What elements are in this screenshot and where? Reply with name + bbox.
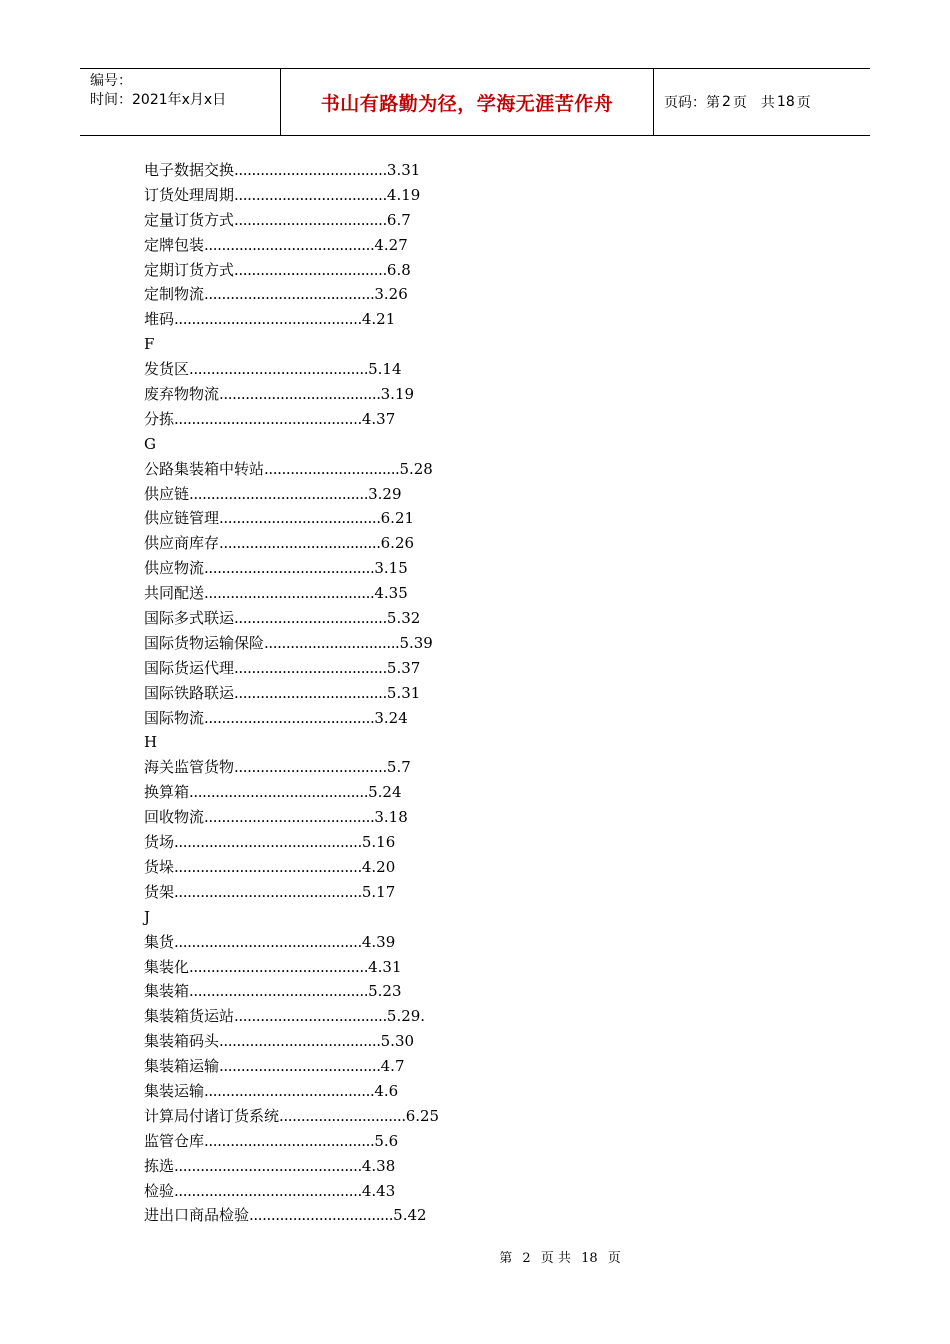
document-time-label: 时间：2021年x月x日 xyxy=(90,92,227,108)
index-ref: 5.29. xyxy=(386,1007,426,1026)
index-entry xyxy=(144,681,439,706)
index-ref: 5.31 xyxy=(386,683,421,702)
index-ref: 4.38 xyxy=(361,1156,396,1175)
index-leader-dots: ....................................... xyxy=(204,559,375,578)
index-term: 堆码 xyxy=(144,310,175,329)
page-label: 页码：第 xyxy=(664,95,720,111)
total-unit: 页 xyxy=(796,95,811,111)
index-leader-dots: ................................... xyxy=(234,210,387,229)
document-number-label: 编号： xyxy=(90,73,132,89)
index-ref: 5.37 xyxy=(386,658,421,677)
index-entry xyxy=(144,1104,439,1129)
index-ref: 6.26 xyxy=(380,534,415,553)
index-term: 集装化 xyxy=(144,957,190,976)
index-entry xyxy=(144,805,439,830)
index-ref: 6.25 xyxy=(405,1106,440,1125)
index-term: 电子数据交换 xyxy=(144,161,235,179)
index-entry xyxy=(144,955,439,980)
index-ref: 6.21 xyxy=(380,509,415,528)
index-entry xyxy=(144,307,439,332)
index-term: 订货处理周期 xyxy=(144,185,235,204)
index-leader-dots: ....................................... xyxy=(204,584,375,603)
header-motto: 书山有路勤为径，学海无涯苦作舟 xyxy=(281,69,654,135)
page-header xyxy=(80,68,870,136)
index-entry xyxy=(144,1054,439,1079)
index-leader-dots: ........................................... xyxy=(174,882,362,901)
index-ref: 6.8 xyxy=(386,260,411,279)
index-ref: 4.7 xyxy=(380,1057,405,1076)
index-leader-dots: ................................... xyxy=(234,683,387,702)
index-letter-heading xyxy=(144,730,439,755)
index-letter-heading xyxy=(144,432,439,457)
index-term: 集装箱 xyxy=(144,982,190,1001)
index-term: 共同配送 xyxy=(144,584,205,603)
index-list xyxy=(144,158,439,1228)
index-leader-dots: ........................................... xyxy=(174,1156,362,1175)
index-leader-dots: ........................................... xyxy=(174,932,362,951)
index-ref: 4.21 xyxy=(361,310,396,329)
index-ref: 4.20 xyxy=(361,857,396,876)
index-term: 国际货运代理 xyxy=(144,658,235,677)
index-ref: 4.39 xyxy=(361,932,396,951)
index-entry xyxy=(144,1029,439,1054)
index-term: 国际物流 xyxy=(144,708,205,727)
index-leader-dots: ................................... xyxy=(234,609,387,628)
index-entry xyxy=(144,457,439,482)
index-ref: 5.39 xyxy=(399,633,433,652)
index-term: 监管仓库 xyxy=(144,1131,205,1150)
index-ref: 5.23 xyxy=(368,982,402,1001)
index-leader-dots: ......................................... xyxy=(189,484,369,503)
index-entry xyxy=(144,183,439,208)
index-leader-dots: ..................................... xyxy=(219,534,381,553)
index-entry xyxy=(144,482,439,507)
header-page-info xyxy=(654,69,870,135)
index-entry xyxy=(144,706,439,731)
index-entry xyxy=(144,258,439,283)
index-term: H xyxy=(144,733,158,752)
total-label: 共 xyxy=(760,95,775,111)
index-leader-dots: ................................... xyxy=(234,758,387,777)
index-entry xyxy=(144,581,439,606)
index-entry xyxy=(144,382,439,407)
index-leader-dots: ..................................... xyxy=(219,509,381,528)
index-term: 计算局付诸订货系统 xyxy=(144,1106,280,1125)
index-leader-dots: ............................. xyxy=(279,1106,406,1125)
footer-prefix: 第 xyxy=(499,1251,513,1266)
index-term: 货架 xyxy=(144,882,175,901)
index-ref: 3.24 xyxy=(374,708,408,727)
index-leader-dots: ................................... xyxy=(234,658,387,677)
index-leader-dots: ........................................... xyxy=(174,1181,362,1200)
index-term: 供应商库存 xyxy=(144,534,220,553)
index-leader-dots: ....................................... xyxy=(204,708,375,727)
index-ref: 5.30 xyxy=(380,1032,415,1051)
index-term: 检验 xyxy=(144,1181,175,1200)
index-ref: 4.37 xyxy=(361,409,396,428)
index-leader-dots: ......................................... xyxy=(189,783,369,802)
index-term: 货垛 xyxy=(144,857,175,876)
footer-mid: 页 共 xyxy=(540,1251,571,1266)
index-entry xyxy=(144,556,439,581)
index-term: 集装箱码头 xyxy=(144,1032,220,1051)
index-term: 拣选 xyxy=(144,1156,175,1175)
index-ref: 5.32 xyxy=(386,609,421,628)
index-entry xyxy=(144,606,439,631)
index-ref: 5.16 xyxy=(361,833,396,852)
index-entry xyxy=(144,880,439,905)
index-leader-dots: ......................................... xyxy=(189,360,369,379)
index-entry xyxy=(144,855,439,880)
index-ref: 5.14 xyxy=(368,360,402,379)
index-term: 集装箱货运站 xyxy=(144,1007,235,1026)
index-leader-dots: ........................................... xyxy=(174,409,362,428)
index-entry xyxy=(144,930,439,955)
index-ref: 4.6 xyxy=(374,1081,399,1100)
index-ref: 5.6 xyxy=(374,1131,399,1150)
index-term: 国际货物运输保险 xyxy=(144,633,265,652)
index-leader-dots: ....................................... xyxy=(204,1131,375,1150)
index-entry xyxy=(144,208,439,233)
index-term: 回收物流 xyxy=(144,808,205,827)
index-leader-dots: ........................................... xyxy=(174,310,362,329)
index-ref: 3.19 xyxy=(380,385,415,404)
index-leader-dots: ................................... xyxy=(234,1007,387,1026)
index-ref: 4.19 xyxy=(386,185,421,204)
index-term: 集装箱运输 xyxy=(144,1057,220,1076)
index-entry xyxy=(144,531,439,556)
index-term: 发货区 xyxy=(144,360,190,379)
index-term: 集装运输 xyxy=(144,1081,205,1100)
index-entry xyxy=(144,282,439,307)
index-ref: 6.7 xyxy=(386,210,411,229)
index-ref: 4.27 xyxy=(374,235,408,254)
index-term: G xyxy=(144,434,156,453)
index-entry xyxy=(144,1129,439,1154)
index-leader-dots: ........................................... xyxy=(174,857,362,876)
index-ref: 5.7 xyxy=(386,758,411,777)
index-leader-dots: ......................................... xyxy=(189,957,369,976)
index-term: 集货 xyxy=(144,932,175,951)
index-term: 供应链管理 xyxy=(144,509,220,528)
index-entry xyxy=(144,979,439,1004)
index-leader-dots: ..................................... xyxy=(219,1057,381,1076)
index-entry xyxy=(144,158,439,183)
index-leader-dots: ................................... xyxy=(234,260,387,279)
index-leader-dots: ............................... xyxy=(264,633,400,652)
page-footer xyxy=(0,1247,950,1266)
index-ref: 3.18 xyxy=(374,808,408,827)
index-entry xyxy=(144,1179,439,1204)
index-entry xyxy=(144,1004,439,1029)
index-term: 定量订货方式 xyxy=(144,210,235,229)
index-term: 供应物流 xyxy=(144,559,205,578)
index-ref: 5.42 xyxy=(393,1206,427,1225)
index-ref: 4.43 xyxy=(361,1181,396,1200)
header-info-cell xyxy=(80,69,281,135)
index-term: 国际铁路联运 xyxy=(144,683,235,702)
index-entry xyxy=(144,1203,439,1228)
index-letter-heading xyxy=(144,332,439,357)
index-entry xyxy=(144,506,439,531)
index-ref: 3.31 xyxy=(386,161,421,179)
index-ref: 3.29 xyxy=(368,484,402,503)
index-leader-dots: ....................................... xyxy=(204,235,375,254)
index-term: 供应链 xyxy=(144,484,190,503)
index-leader-dots: ....................................... xyxy=(204,808,375,827)
index-leader-dots: ............................... xyxy=(264,459,400,478)
index-ref: 5.28 xyxy=(399,459,433,478)
index-term: 分拣 xyxy=(144,409,175,428)
page-total: 18 xyxy=(776,94,795,110)
index-entry xyxy=(144,357,439,382)
index-leader-dots: ......................................... xyxy=(189,982,369,1001)
index-leader-dots: ................................. xyxy=(249,1206,394,1225)
index-entry xyxy=(144,1079,439,1104)
index-letter-heading xyxy=(144,905,439,930)
index-term: F xyxy=(144,335,155,354)
index-term: 定牌包装 xyxy=(144,235,205,254)
page-unit: 页 xyxy=(732,95,747,111)
index-leader-dots: ..................................... xyxy=(219,1032,381,1051)
footer-total: 18 xyxy=(581,1251,598,1266)
footer-page: 2 xyxy=(522,1251,531,1266)
index-leader-dots: ........................................... xyxy=(174,833,362,852)
index-ref: 5.17 xyxy=(361,882,396,901)
index-term: 定期订货方式 xyxy=(144,260,235,279)
index-term: J xyxy=(144,907,151,926)
index-leader-dots: ................................... xyxy=(234,161,387,179)
index-term: 货场 xyxy=(144,833,175,852)
index-entry xyxy=(144,407,439,432)
index-term: 定制物流 xyxy=(144,285,205,304)
index-term: 废弃物物流 xyxy=(144,385,220,404)
index-ref: 4.35 xyxy=(374,584,408,603)
index-entry xyxy=(144,233,439,258)
index-entry xyxy=(144,656,439,681)
index-term: 海关监管货物 xyxy=(144,758,235,777)
index-ref: 4.31 xyxy=(368,957,402,976)
index-leader-dots: ................................... xyxy=(234,185,387,204)
index-ref: 5.24 xyxy=(368,783,402,802)
index-entry xyxy=(144,755,439,780)
index-entry xyxy=(144,830,439,855)
footer-suffix: 页 xyxy=(607,1251,621,1266)
index-ref: 3.15 xyxy=(374,559,408,578)
index-term: 国际多式联运 xyxy=(144,609,235,628)
index-entry xyxy=(144,1154,439,1179)
index-leader-dots: ....................................... xyxy=(204,285,375,304)
index-ref: 3.26 xyxy=(374,285,408,304)
index-leader-dots: ....................................... xyxy=(204,1081,375,1100)
index-term: 换算箱 xyxy=(144,783,190,802)
index-leader-dots: ..................................... xyxy=(219,385,381,404)
page-current: 2 xyxy=(722,94,731,110)
index-entry xyxy=(144,631,439,656)
index-term: 公路集装箱中转站 xyxy=(144,459,265,478)
index-term: 进出口商品检验 xyxy=(144,1206,250,1225)
index-entry xyxy=(144,780,439,805)
